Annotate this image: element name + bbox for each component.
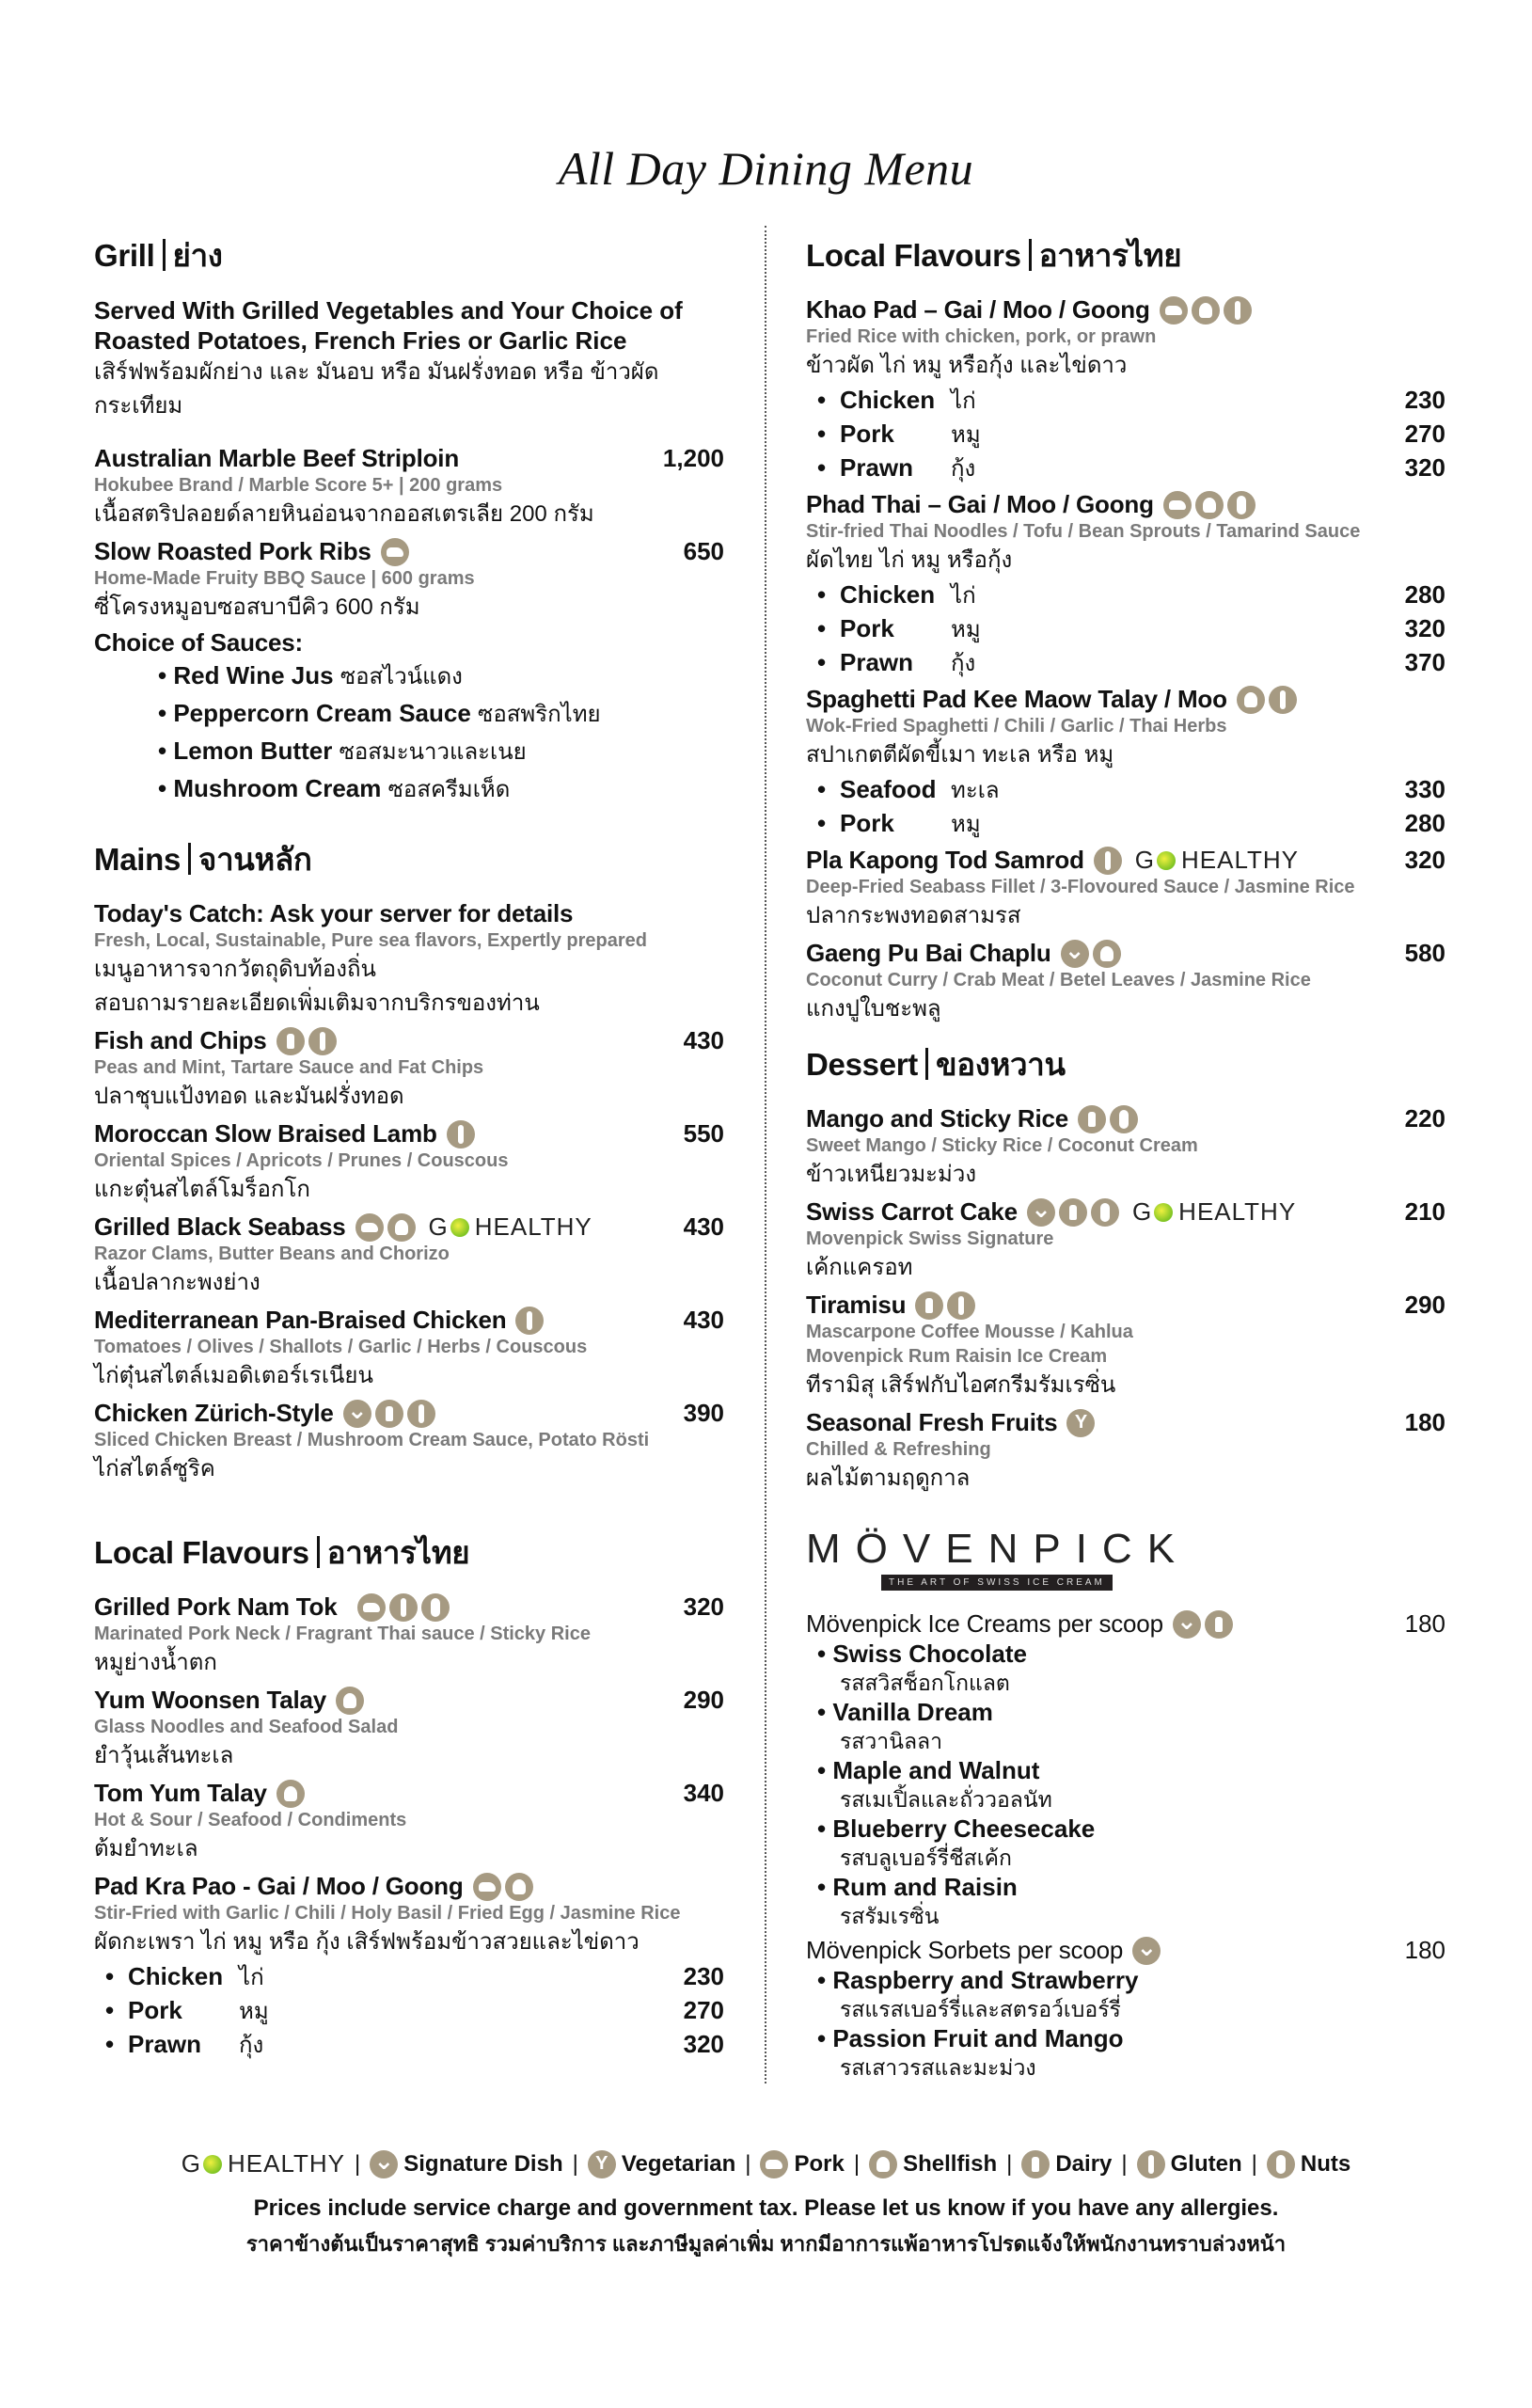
price: 220 xyxy=(1404,1104,1445,1133)
variant-row[interactable]: • Pork หมู 270 xyxy=(817,419,1445,448)
nuts-icon xyxy=(1091,1198,1119,1227)
gluten-icon xyxy=(947,1291,975,1320)
legend-label: Vegetarian xyxy=(621,2150,736,2177)
menu-item[interactable]: Mediterranean Pan-Braised Chicken 430 Tomatoes / Olives / Shallots / Garlic / Herbs / Couscous ไก่ตุ๋นสไตล์เมอดิเตอร์เรเนียน xyxy=(94,1306,724,1388)
shellfish-icon xyxy=(1192,296,1220,325)
menu-item[interactable]: Mango and Sticky Rice 220 Sweet Mango / Sticky Rice / Coconut Cream ข้าวเหนียวมะม่วง xyxy=(806,1104,1445,1187)
right-column xyxy=(806,230,1445,2082)
section-heading: Grill ย่าง xyxy=(94,238,223,273)
shellfish-icon xyxy=(1093,940,1121,968)
menu-item[interactable]: Spaghetti Pad Kee Maow Talay / Moo Wok-Fried Spaghetti / Chili / Garlic / Thai Herbs สปาเกตตีผัดขี้เมา ทะเล หรือ หมู • Seafood ทะเล 330 • Pork หมู 280 xyxy=(806,685,1445,840)
price: 650 xyxy=(683,537,724,565)
legend-label: Gluten xyxy=(1170,2150,1242,2177)
legend-label: Shellfish xyxy=(903,2150,998,2177)
price: 210 xyxy=(1404,1197,1445,1226)
flavour-item: • Rum and Raisin รสรัมเรซิ่น xyxy=(817,1873,1018,1928)
gluten-icon xyxy=(308,1027,337,1055)
go-healthy-badge: G HEALTHY xyxy=(428,1212,592,1241)
shellfish-icon xyxy=(1237,686,1265,714)
variant-row[interactable]: • Prawn กุ้ง 320 xyxy=(817,452,1445,482)
icon-legend: G HEALTHY | ⌄ Signature Dish | Y Vegetarian | Pork | Shellfish | Dairy | Gluten | Nuts xyxy=(0,2149,1532,2178)
section-heading: Dessert ของหวาน xyxy=(806,1047,1066,1082)
menu-item[interactable]: Swiss Carrot Cake ⌄ G HEALTHY 210 Movenpick Swiss Signature เค้กแครอท xyxy=(806,1197,1445,1285)
pork-icon xyxy=(357,1593,386,1622)
shellfish-icon xyxy=(505,1873,533,1901)
pork-icon xyxy=(473,1873,501,1901)
gluten-icon xyxy=(1137,2150,1165,2178)
menu-item[interactable]: Tom Yum Talay 340 Hot & Sour / Seafood / Condiments ต้มยำทะเล xyxy=(94,1779,724,1861)
price: 180 xyxy=(1404,1936,1445,1964)
shellfish-icon xyxy=(276,1780,305,1808)
vegetarian-icon xyxy=(588,2150,616,2178)
dairy-icon xyxy=(1078,1105,1106,1133)
variant-row[interactable]: • Chicken ไก่ 280 xyxy=(817,579,1445,609)
menu-item[interactable]: Moroccan Slow Braised Lamb 550 Oriental Spices / Apricots / Prunes / Couscous แกะตุ๋นสไตล์โมร็อกโก xyxy=(94,1119,724,1202)
menu-item[interactable]: Seasonal Fresh Fruits Y 180 Chilled & Refreshing ผลไม้ตามฤดูกาล xyxy=(806,1408,1445,1496)
shellfish-icon xyxy=(1195,491,1224,519)
sauce-item: • Peppercorn Cream Sauce ซอสพริกไทย xyxy=(158,699,601,727)
sauce-item: • Red Wine Jus ซอสไวน์แดง xyxy=(158,661,463,689)
price: 180 xyxy=(1404,1609,1445,1638)
flavour-item: • Blueberry Cheesecake รสบลูเบอร์รี่ชีสเค้ก xyxy=(817,1814,1096,1870)
dairy-icon xyxy=(1059,1198,1087,1227)
shellfish-icon xyxy=(387,1213,416,1242)
price: 390 xyxy=(683,1399,724,1427)
signature-dish-icon xyxy=(1173,1610,1201,1639)
nuts-icon xyxy=(1110,1105,1138,1133)
grill-intro: Served With Grilled Vegetables and Your Choice of Roasted Potatoes, French Fries or Garlic Rice xyxy=(94,296,683,355)
dairy-icon xyxy=(1021,2150,1050,2178)
flavour-item: • Passion Fruit and Mango รสเสาวรสและมะม่วง xyxy=(817,2024,1124,2080)
nuts-icon xyxy=(1227,491,1256,519)
sauce-item: • Lemon Butter ซอสมะนาวและเนย xyxy=(158,737,527,765)
grill-intro-th: เสิร์ฟพร้อมผักย่าง และ มันอบ หรือ มันฝรั่งทอด หรือ ข้าวผัดกระเทียม xyxy=(94,359,659,419)
flavour-item: • Vanilla Dream รสวานิลลา xyxy=(817,1698,993,1753)
price: 290 xyxy=(1404,1291,1445,1319)
signature-dish-icon xyxy=(1061,940,1089,968)
price: 430 xyxy=(683,1026,724,1054)
pork-icon xyxy=(760,2150,788,2178)
section-local-flavours xyxy=(94,1528,724,2061)
left-column xyxy=(94,230,724,2061)
menu-item[interactable]: Pad Kra Pao - Gai / Moo / Goong Stir-Fried with Garlic / Chili / Holy Basil / Fried Egg / Jasmine Rice ผัดกะเพรา ไก่ หมู หรือ กุ้ง เสิร์ฟพร้อมข้าวสวยและไข่ดาว • Chicken ไก่ 230 • Pork หมู 270 • Prawn กุ้ง 320 xyxy=(94,1872,724,2061)
dairy-icon xyxy=(1205,1610,1233,1639)
variant-row[interactable]: • Prawn กุ้ง 320 xyxy=(105,2029,724,2058)
signature-dish-icon xyxy=(343,1400,371,1428)
variant-row[interactable]: • Pork หมู 270 xyxy=(105,1995,724,2024)
gluten-icon xyxy=(1094,847,1122,875)
variant-row[interactable]: • Seafood ทะเล 330 xyxy=(817,774,1445,803)
section-grill xyxy=(94,230,724,808)
price: 1,200 xyxy=(662,444,724,472)
menu-item[interactable]: Grilled Pork Nam Tok 320 Marinated Pork Neck / Fragrant Thai sauce / Sticky Rice หมูย่างน้ำตก xyxy=(94,1592,724,1675)
pork-icon xyxy=(1163,491,1192,519)
go-healthy-badge: G HEALTHY xyxy=(1131,1197,1297,1226)
menu-item[interactable]: Khao Pad – Gai / Moo / Goong Fried Rice with chicken, pork, or prawn ข้าวผัด ไก่ หมู หรือกุ้ง และไข่ดาว • Chicken ไก่ 230 • Pork หมู 270 • Prawn กุ้ง 320 xyxy=(806,295,1445,484)
gluten-icon xyxy=(447,1120,475,1149)
pork-icon xyxy=(355,1213,384,1242)
legend-label: Nuts xyxy=(1300,2150,1351,2177)
menu-item[interactable]: Yum Woonsen Talay 290 Glass Noodles and Seafood Salad ยำวุ้นเส้นทะเล xyxy=(94,1686,724,1768)
footer-note-th: ราคาข้างต้นเป็นราคาสุทธิ รวมค่าบริการ และภาษีมูลค่าเพิ่ม หากมีอาการแพ้อาหารโปรดแจ้งให้พนักงานทราบล่วงหน้า xyxy=(245,2232,1287,2256)
gluten-icon xyxy=(389,1593,418,1622)
column-divider xyxy=(765,226,766,2083)
gluten-icon xyxy=(1224,296,1252,325)
menu-item[interactable]: Grilled Black Seabass G HEALTHY 430 Razor Clams, Butter Beans and Chorizo เนื้อปลากะพงย่าง xyxy=(94,1212,724,1295)
gluten-icon xyxy=(1269,686,1297,714)
section-local-flavours-right xyxy=(806,230,1445,1026)
menu-item[interactable]: Tiramisu 290 Mascarpone Coffee Mousse / Kahlua Movenpick Rum Raisin Ice Cream ทีรามิสุ เสิร์ฟกับไอศกรีมรัมเรซิ่น xyxy=(806,1291,1445,1398)
footer-note: Prices include service charge and government tax. Please let us know if you have any allergies. xyxy=(253,2195,1279,2221)
price: 430 xyxy=(683,1212,724,1241)
price: 340 xyxy=(683,1779,724,1807)
flavour-item: • Raspberry and Strawberry รสแรสเบอร์รี่และสตรอว์เบอร์รี่ xyxy=(817,1966,1139,2021)
section-mains xyxy=(94,834,724,1486)
sauce-item: • Mushroom Cream ซอสครีมเห็ด xyxy=(158,774,511,802)
menu-item[interactable]: Mövenpick Ice Creams per scoop ⌄ 180 • Swiss Chocolate รสสวิสช็อกโกแลต • Vanilla Dream รสวานิลลา • Maple and Walnut รสเมเปิ้ลและถั่ววอลนัท • Blueberry Cheesecake รสบลูเบอร์รี่ชีสเค้ก • Rum and Raisin รสรัมเรซิ่น xyxy=(806,1609,1445,1930)
price: 180 xyxy=(1404,1408,1445,1436)
section-heading: Local Flavours อาหารไทย xyxy=(806,238,1182,273)
legend-label: Pork xyxy=(794,2150,845,2177)
dairy-icon xyxy=(915,1291,943,1320)
nuts-icon xyxy=(421,1593,450,1622)
flavour-item: • Maple and Walnut รสเมเปิ้ลและถั่ววอลนัท xyxy=(817,1756,1052,1812)
gluten-icon xyxy=(515,1307,544,1335)
sauces-label: Choice of Sauces: xyxy=(94,628,303,657)
variant-row[interactable]: • Prawn กุ้ง 370 xyxy=(817,647,1445,676)
signature-dish-icon xyxy=(1132,1937,1161,1965)
menu-item[interactable]: Fish and Chips 430 Peas and Mint, Tartare Sauce and Fat Chips ปลาชุบแป้งทอด และมันฝรั่งทอด xyxy=(94,1026,724,1109)
menu-item[interactable]: Gaeng Pu Bai Chaplu ⌄ 580 Coconut Curry / Crab Meat / Betel Leaves / Jasmine Rice แกงปูใบชะพลู xyxy=(806,939,1445,1026)
section-heading: Local Flavours อาหารไทย xyxy=(94,1535,470,1570)
legend-label: Signature Dish xyxy=(403,2150,563,2177)
price: 320 xyxy=(1404,846,1445,874)
menu-item[interactable]: Slow Roasted Pork Ribs 650 Home-Made Fruity BBQ Sauce | 600 grams ซี่โครงหมูอบซอสบาบีคิว 600 กรัม xyxy=(94,537,724,620)
price: 550 xyxy=(683,1119,724,1148)
signature-dish-icon xyxy=(370,2150,398,2178)
dairy-icon xyxy=(375,1400,403,1428)
menu-item[interactable]: Australian Marble Beef Striploin 1,200 Hokubee Brand / Marble Score 5+ | 200 grams เนื้อสตริปลอยด์ลายหินอ่อนจากออสเตรเลีย 200 กรัม xyxy=(94,444,724,527)
movenpick-tagline: THE ART OF SWISS ICE CREAM xyxy=(881,1575,1113,1591)
price: 290 xyxy=(683,1686,724,1714)
pork-icon xyxy=(1160,296,1188,325)
sauce-list xyxy=(94,657,724,808)
nuts-icon xyxy=(1267,2150,1295,2178)
gluten-icon xyxy=(407,1400,435,1428)
menu-item[interactable]: Mövenpick Sorbets per scoop ⌄ 180 • Raspberry and Strawberry รสแรสเบอร์รี่และสตรอว์เบอร์รี่ • Passion Fruit and Mango รสเสาวรสและมะม่วง xyxy=(806,1936,1445,2082)
section-dessert xyxy=(806,1039,1445,1496)
variant-row[interactable]: • Pork หมู 280 xyxy=(817,808,1445,837)
dairy-icon xyxy=(276,1027,305,1055)
shellfish-icon xyxy=(869,2150,897,2178)
section-heading: Mains จานหลัก xyxy=(94,842,312,877)
price: 430 xyxy=(683,1306,724,1334)
menu-item[interactable]: Chicken Zürich-Style ⌄ 390 Sliced Chicken Breast / Mushroom Cream Sauce, Potato Rösti ไก่สไตล์ซูริค xyxy=(94,1399,724,1486)
variant-row[interactable]: • Pork หมู 320 xyxy=(817,613,1445,642)
price: 320 xyxy=(683,1592,724,1621)
variant-row[interactable]: • Chicken ไก่ 230 xyxy=(105,1961,724,1990)
footer xyxy=(0,2149,1532,2260)
page-title: All Day Dining Menu xyxy=(558,142,974,195)
pork-icon xyxy=(381,538,409,566)
shellfish-icon xyxy=(336,1687,364,1715)
go-healthy-badge: G HEALTHY xyxy=(181,2149,346,2178)
menu-item[interactable]: Today's Catch: Ask your server for details Fresh, Local, Sustainable, Pure sea flavors, Expertly prepared เมนูอาหารจากวัตถุดิบท้องถิ่น สอบถามรายละเอียดเพิ่มเติมจากบริกรของท่าน xyxy=(94,899,648,1016)
legend-label: Dairy xyxy=(1055,2150,1113,2177)
price: 580 xyxy=(1404,939,1445,967)
menu-item[interactable]: Phad Thai – Gai / Moo / Goong Stir-fried Thai Noodles / Tofu / Bean Sprouts / Tamarind Sauce ผัดไทย ไก่ หมู หรือกุ้ง • Chicken ไก่ 280 • Pork หมู 320 • Prawn กุ้ง 370 xyxy=(806,490,1445,679)
variant-row[interactable]: • Chicken ไก่ 230 xyxy=(817,385,1445,414)
menu-item[interactable]: Pla Kapong Tod Samrod G HEALTHY 320 Deep-Fried Seabass Fillet / 3-Flovoured Sauce / Jasmine Rice ปลากระพงทอดสามรส xyxy=(806,846,1445,928)
signature-dish-icon xyxy=(1027,1198,1055,1227)
vegetarian-icon xyxy=(1066,1409,1095,1437)
go-healthy-badge: G HEALTHY xyxy=(1134,846,1300,874)
movenpick-logo: MÖVENPICK THE ART OF SWISS ICE CREAM xyxy=(806,1526,1445,1591)
flavour-item: • Swiss Chocolate รสสวิสช็อกโกแลต xyxy=(817,1640,1027,1695)
